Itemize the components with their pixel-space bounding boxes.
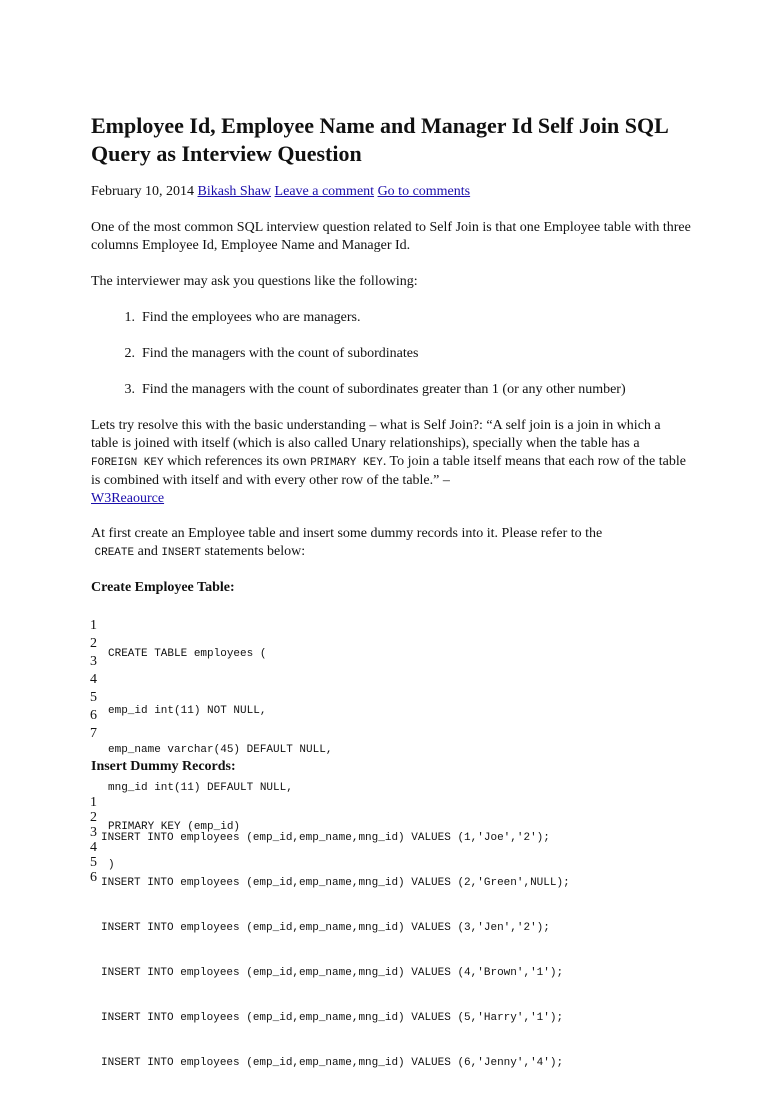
intro-paragraph: One of the most common SQL interview question related to Self Join is that one Employee table with three columns Employee Id, Employee Name and Manager Id. <box>91 220 691 253</box>
post-date: February 10, 2014 <box>91 184 195 199</box>
and-text: and <box>134 544 162 559</box>
line-number: 6 <box>90 870 97 885</box>
line-number: 1 <box>90 795 97 810</box>
insert-records-heading: Insert Dummy Records: <box>91 759 236 774</box>
w3resource-link[interactable]: W3Reaource <box>91 491 165 506</box>
list-item <box>91 309 711 327</box>
explain-text-2: which references its own <box>163 454 311 469</box>
code-line: mng_id int(11) DEFAULT NULL, <box>108 782 293 794</box>
code-line: INSERT INTO employees (emp_id,emp_name,mng_id) VALUES (4,'Brown','1'); <box>101 967 564 979</box>
code-line: INSERT INTO employees (emp_id,emp_name,mng_id) VALUES (2,'Green',NULL); <box>101 877 570 889</box>
code-line: emp_name varchar(45) DEFAULT NULL, <box>108 743 333 756</box>
first-create-text: At first create an Employee table and insert some dummy records into it. Please refer to the <box>91 526 603 541</box>
list-text: Find the managers with the count of subordinates <box>142 346 419 361</box>
list-text: Find the employees who are managers. <box>142 310 361 325</box>
code-line: PRIMARY KEY (emp_id) <box>108 820 241 833</box>
list-item <box>91 345 711 363</box>
code-line: INSERT INTO employees (emp_id,emp_name,mng_id) VALUES (3,'Jen','2'); <box>101 922 550 934</box>
line-number: 7 <box>90 726 97 741</box>
code-line: INSERT INTO employees (emp_id,emp_name,mng_id) VALUES (1,'Joe','2'); <box>101 832 550 844</box>
go-to-comments-link[interactable]: Go to comments <box>377 184 471 199</box>
line-number: 1 <box>90 618 97 633</box>
line-number: 5 <box>90 855 97 870</box>
code-line: INSERT INTO employees (emp_id,emp_name,mng_id) VALUES (5,'Harry','1'); <box>101 1012 564 1024</box>
statements-text: statements below: <box>200 544 306 559</box>
post-meta <box>91 183 470 201</box>
line-number: 6 <box>90 708 97 723</box>
line-number: 5 <box>90 690 97 705</box>
primary-key-code: PRIMARY KEY <box>310 457 383 469</box>
list-number: 2. <box>124 346 135 361</box>
line-number: 3 <box>90 654 97 669</box>
code-line: emp_id int(11) NOT NULL, <box>108 705 267 717</box>
foreign-key-code: FOREIGN KEY <box>91 457 164 469</box>
list-number: 3. <box>124 382 135 397</box>
explain-text-3: . To join a table itself means that each row of the table is combined with itself and with every other row of the table.” – <box>91 454 686 488</box>
self-join-paragraph <box>91 417 686 508</box>
line-number: 3 <box>90 825 97 840</box>
line-number: 2 <box>90 636 97 651</box>
create-line-numbers <box>90 617 97 743</box>
line-number: 4 <box>90 672 97 687</box>
insert-keyword: INSERT <box>161 547 201 559</box>
list-item <box>91 381 711 399</box>
explain-text-1: Lets try resolve this with the basic understanding – what is Self Join?: “A self join is a join in which a table is joined with itself (which is also called Unary relationships), specially when the table has a <box>91 418 661 451</box>
code-line: ) <box>108 859 115 871</box>
create-table-heading: Create Employee Table: <box>91 580 235 595</box>
code-line: CREATE TABLE employees ( <box>108 648 267 660</box>
line-number: 2 <box>90 810 97 825</box>
list-number: 1. <box>124 310 135 325</box>
code-line: INSERT INTO employees (emp_id,emp_name,mng_id) VALUES (6,'Jenny','4'); <box>101 1057 564 1069</box>
insert-line-numbers <box>90 795 97 885</box>
author-link[interactable]: Bikash Shaw <box>197 184 272 199</box>
article-title: Employee Id, Employee Name and Manager Id Self Join SQL Query as Interview Question <box>91 113 668 166</box>
leave-comment-link[interactable]: Leave a comment <box>274 184 375 199</box>
first-create-paragraph <box>91 525 691 562</box>
line-number: 4 <box>90 840 97 855</box>
ask-paragraph: The interviewer may ask you questions like the following: <box>91 274 418 289</box>
list-text: Find the managers with the count of subordinates greater than 1 (or any other number) <box>142 382 626 397</box>
create-keyword: CREATE <box>94 547 135 559</box>
insert-records-code <box>101 801 570 1101</box>
